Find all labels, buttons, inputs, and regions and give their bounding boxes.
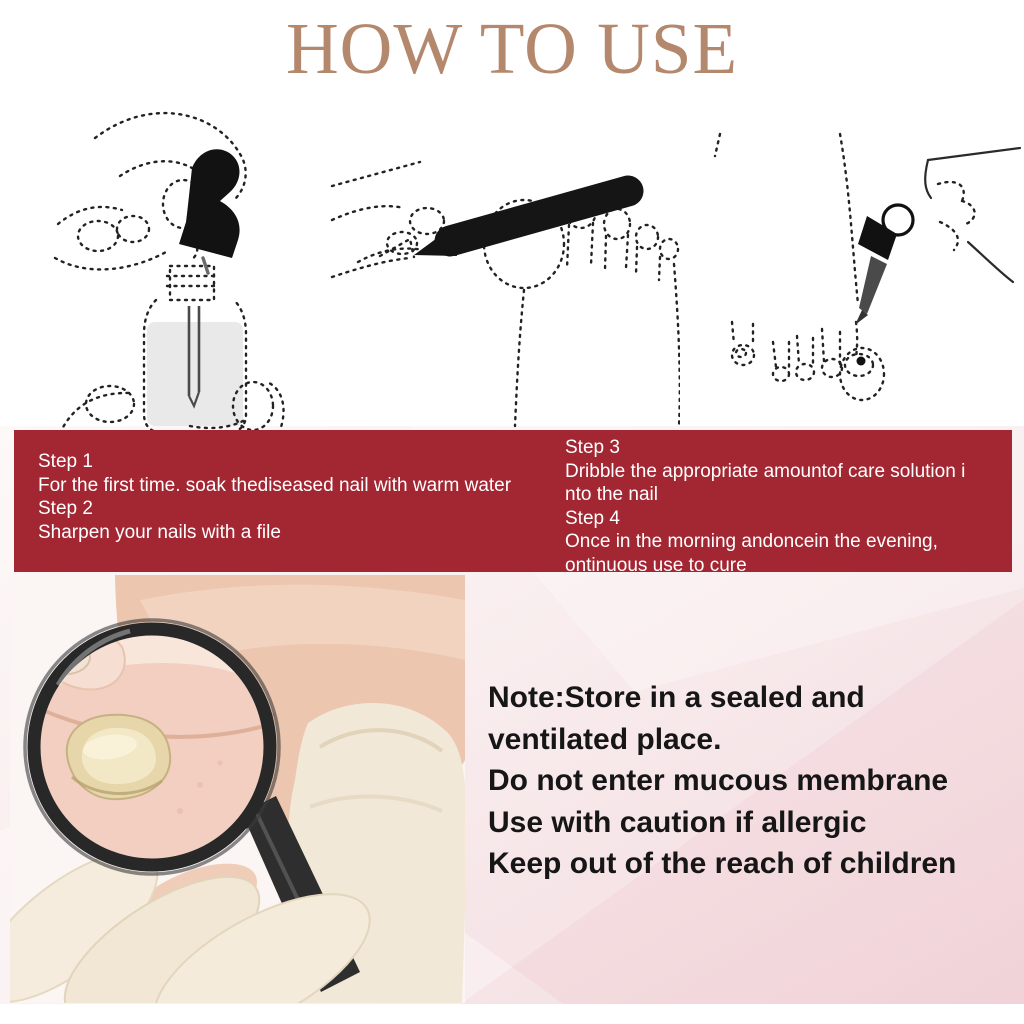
step-4-text-2: ontinuous use to cure: [565, 554, 747, 576]
step-3-text: Dribble the appropriate amountof care solution i: [565, 460, 966, 482]
steps-banner: [14, 430, 1012, 576]
steps-left-column: [14, 430, 541, 572]
magnifier-over-fungal-toenail-photo: [10, 575, 465, 1003]
note-line: Do not enter mucous membrane: [488, 764, 949, 797]
step-4-label: Step 4: [565, 507, 620, 529]
step-3-label: Step 3: [565, 437, 620, 458]
step-2-text: Sharpen your nails with a file: [38, 521, 281, 543]
step-2-label: Step 2: [38, 498, 93, 519]
apply-dropper-to-toenail-icon: [700, 122, 1022, 430]
page-title: HOW TO USE: [285, 8, 739, 89]
note-text: [488, 677, 1020, 885]
step-4-text: Once in the morning andoncein the evening,: [565, 531, 938, 552]
note-line: Use with caution if allergic: [488, 805, 867, 839]
file-toenail-icon: [328, 128, 680, 430]
step-1-text: For the first time. soak thediseased nail with warm water: [38, 474, 512, 496]
step-3-text-2: nto the nail: [565, 484, 658, 505]
steps-right-column: [541, 430, 1012, 576]
step-1-label: Step 1: [38, 451, 93, 472]
open-dropper-bottle-icon: [40, 106, 325, 438]
note-line: Note:Store in a sealed and: [488, 681, 865, 714]
note-line: Keep out of the reach of children: [488, 847, 957, 880]
note-line: ventilated place.: [488, 722, 722, 756]
